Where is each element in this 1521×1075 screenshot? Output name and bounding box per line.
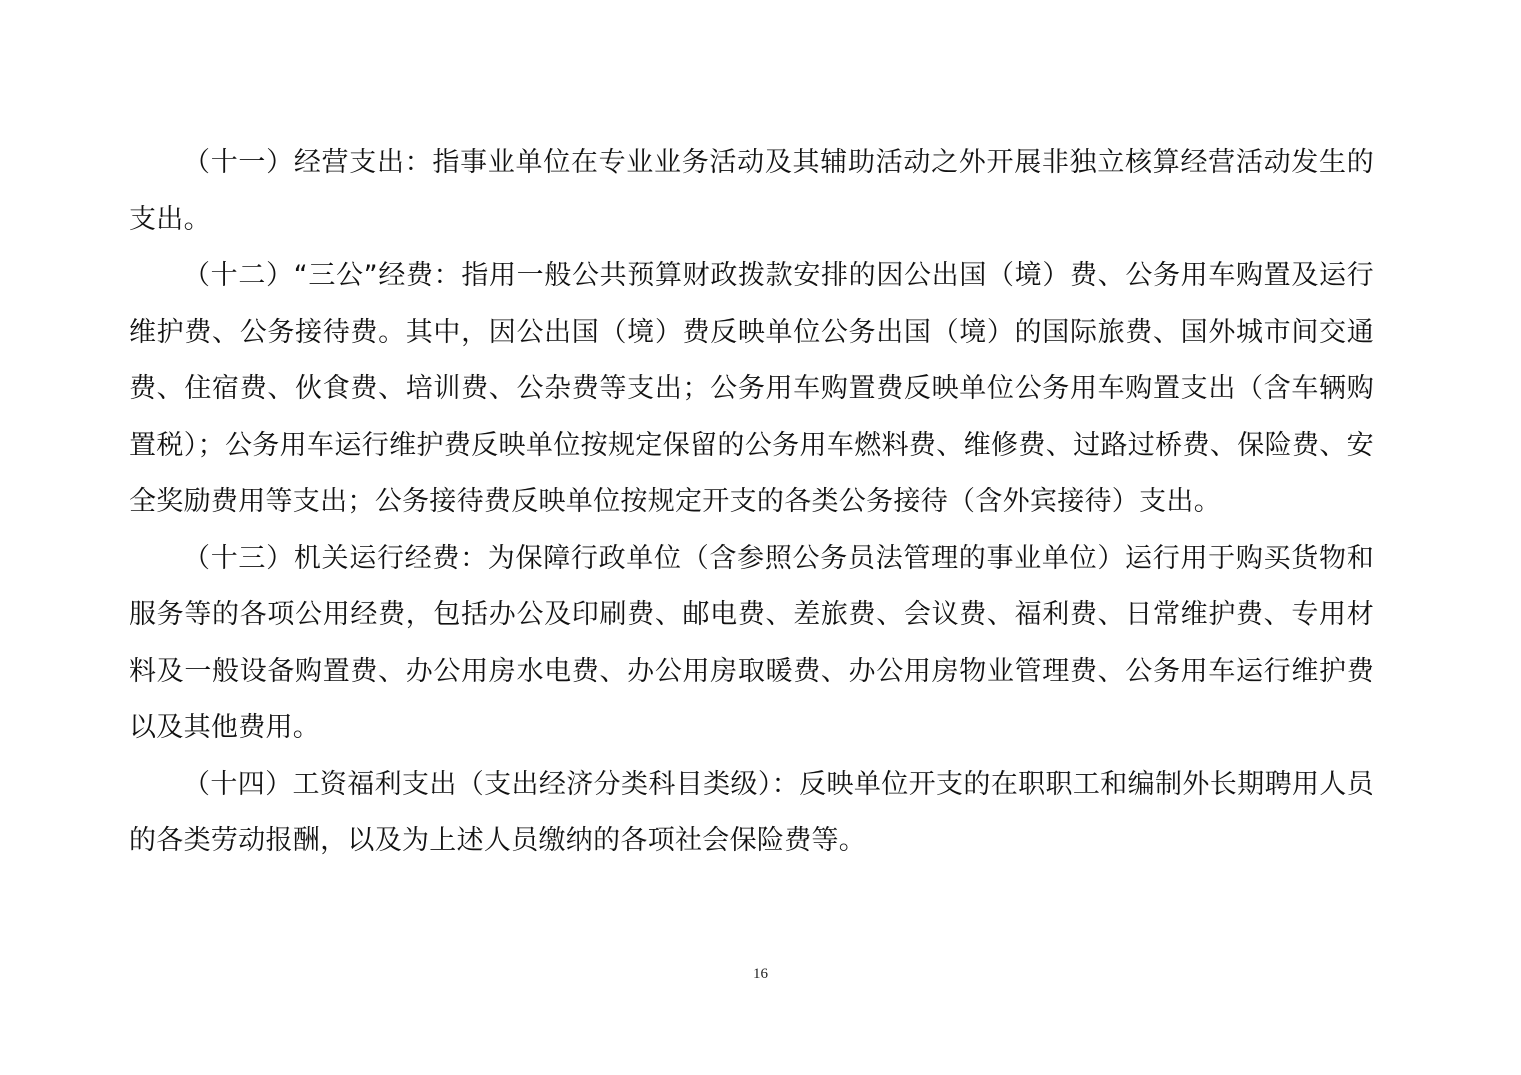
paragraph-operating-expenditure: （十一）经营支出：指事业单位在专业业务活动及其辅助活动之外开展非独立核算经营活动发生的支出。 <box>129 147 1374 235</box>
paragraph-three-public-expenses: （十二）“三公”经费：指用一般公共预算财政拨款安排的因公出国（境）费、公务用车购置及运行维护费、公务接待费。其中，因公出国（境）费反映单位公务出国（境）的国际旅费、国外城市间交通费、住宿费、伙食费、培训费、公杂费等支出；公务用车购置费反映单位公务用车购置支出（含车辆购置税）；公务用车运行维护费反映单位按规定保留的公务用车燃料费、维修费、过路过桥费、保险费、安全奖励费用等支出；公务接待费反映单位按规定开支的各类公务接待（含外宾接待）支出。 <box>129 260 1374 517</box>
paragraph-wages-welfare: （十四）工资福利支出（支出经济分类科目类级）：反映单位开支的在职职工和编制外长期聘用人员的各类劳动报酬，以及为上述人员缴纳的各项社会保险费等。 <box>129 768 1374 856</box>
page-number: 16 <box>753 966 768 982</box>
paragraph-agency-operating-funds: （十三）机关运行经费：为保障行政单位（含参照公务员法管理的事业单位）运行用于购买货物和服务等的各项公用经费，包括办公及印刷费、邮电费、差旅费、会议费、福利费、日常维护费、专用材料及一般设备购置费、办公用房水电费、办公用房取暖费、办公用房物业管理费、公务用车运行维护费以及其他费用。 <box>129 542 1374 743</box>
document-body <box>129 135 1374 870</box>
